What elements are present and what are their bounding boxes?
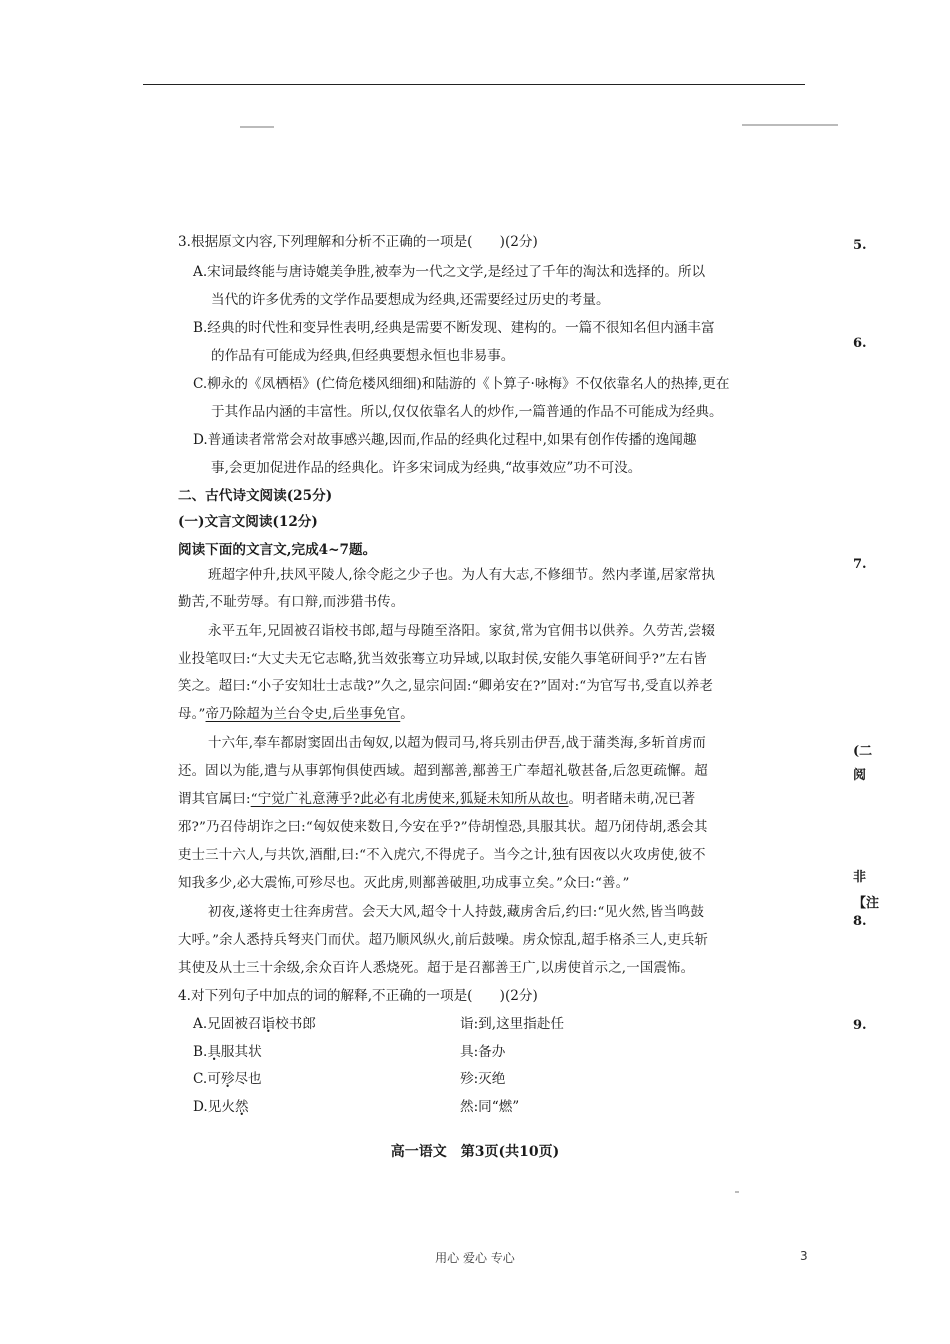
bottom-slogan: 用心 爱心 专心 [435, 1251, 515, 1265]
q4-option-d-sentence [193, 1095, 249, 1115]
subsection-heading: (一)文言文阅读(12分) [178, 514, 318, 530]
passage-line: 笑之。超曰:“小子安知壮士志哉?”久之,显宗问固:“卿弟安在?”固对:“为官写书,受直以养老 [178, 679, 714, 694]
scan-speck [742, 124, 838, 126]
q3-option-a-line1: A.宋词最终能与唐诗媲美争胜,被奉为一代之文学,是经过了千年的淘汰和选择的。所以 [193, 264, 706, 280]
dotted-word: 然 [234, 1099, 249, 1115]
passage-line: 大呼。”余人悉持兵弩夹门而伏。超乃顺风纵火,前后鼓噪。虏众惊乱,超手格杀三人,吏兵斩 [178, 933, 709, 948]
option-text: 校书郎 [275, 1016, 316, 1032]
q4-option-b-explanation: 具:备办 [460, 1044, 506, 1060]
passage-line [178, 790, 695, 810]
passage-line: 其使及从士三十余级,余众百许人悉烧死。超于是召鄯善王广,以虏使首示之,一国震怖。 [178, 961, 695, 976]
option-text: D.见火 [193, 1099, 235, 1115]
q4-option-c-explanation: 殄:灭绝 [460, 1071, 506, 1087]
q4-stem: 4.对下列句子中加点的词的解释,不正确的一项是( )(2分) [178, 988, 538, 1004]
dotted-word: 殄 [220, 1071, 235, 1087]
q3-option-b-line2: 的作品有可能成为经典,但经典要想永恒也非易事。 [211, 348, 515, 364]
passage-line: 十六年,奉车都尉窦固出击匈奴,以超为假司马,将兵别击伊吾,战于蒲类海,多斩首虏而 [208, 736, 706, 751]
q3-option-c-line1: C.柳永的《凤栖梧》(伫倚危楼风细细)和陆游的《卜算子·咏梅》不仅依靠名人的热捧,更在 [193, 376, 730, 392]
scan-speck [735, 1191, 739, 1193]
section-heading: 二、古代诗文阅读(25分) [178, 488, 333, 504]
margin-fragment: 7. [853, 557, 867, 572]
dotted-word: 具 [207, 1044, 221, 1060]
margin-fragment: 5. [853, 238, 867, 253]
page-number: 3 [800, 1249, 808, 1263]
q3-option-c-line2: 于其作品内涵的丰富性。所以,仅仅依靠名人的炒作,一篇普通的作品不可能成为经典。 [211, 404, 723, 420]
q4-option-c-sentence [193, 1067, 262, 1087]
q3-option-b-line1: B.经典的时代性和变异性表明,经典是需要不断发现、建构的。一篇不很知名但内涵丰富 [193, 320, 715, 336]
option-text: 服其状 [220, 1044, 262, 1060]
margin-fragment: 【注 [853, 896, 880, 911]
scan-speck [240, 126, 274, 128]
q4-option-d-explanation: 然:同“燃” [460, 1099, 520, 1115]
q4-option-b-sentence [193, 1040, 262, 1060]
option-text: 尽也 [234, 1071, 262, 1087]
passage-line: 永平五年,兄固被召诣校书郎,超与母随至洛阳。家贫,常为官佣书以供养。久劳苦,尝辍 [208, 624, 716, 639]
margin-fragment: (二 [853, 744, 873, 759]
margin-fragment: 非 [853, 870, 867, 885]
q3-option-d-line2: 事,会更加促进作品的经典化。许多宋词成为经典,“故事效应”功不可没。 [211, 460, 642, 476]
passage-line: 邪?”乃召侍胡诈之曰:“匈奴使来数日,今安在乎?”侍胡惶恐,具服其状。超乃闭侍胡,悉会其 [178, 820, 708, 835]
passage-line: 知我多少,必大震怖,可殄尽也。灭此虏,则鄯善破胆,功成事立矣。”众曰:“善。” [178, 876, 630, 891]
margin-fragment: 9. [853, 1018, 867, 1033]
underlined-sentence: 帝乃除超为兰台令史,后坐事免官 [205, 707, 401, 722]
passage-line [178, 705, 414, 725]
margin-fragment: 阅 [853, 768, 867, 783]
underlined-sentence: “宁觉广礼意薄乎?此必有北虏使来,狐疑未知所从故也 [250, 792, 569, 807]
q4-option-a-explanation: 诣:到,这里指赴任 [460, 1016, 565, 1032]
header-rule [143, 84, 805, 85]
q3-option-a-line2: 当代的许多优秀的文学作品要想成为经典,还需要经过历史的考量。 [211, 292, 610, 308]
passage-line: 业投笔叹曰:“大丈夫无它志略,犹当效张骞立功异域,以取封侯,安能久事笔研间乎?”左右皆 [178, 652, 707, 667]
passage-line: 吏士三十六人,与共饮,酒酣,曰:“不入虎穴,不得虎子。当今之计,独有因夜以火攻虏使,彼不 [178, 848, 706, 863]
margin-fragment: 6. [853, 336, 867, 351]
option-text: A.兄固被召 [193, 1016, 262, 1032]
passage-text: 母。” [178, 707, 206, 722]
passage-line: 初夜,遂将吏士往奔虏营。会天大风,超令十人持鼓,藏虏舍后,约曰:“见火然,皆当鸣鼓 [208, 905, 705, 920]
passage-text: 。明者睹未萌,况已著 [568, 792, 696, 807]
option-text: B. [193, 1044, 208, 1060]
exam-page-footer: 高一语文 第3页(共10页) [390, 1144, 560, 1160]
reading-instruction: 阅读下面的文言文,完成4~7题。 [178, 542, 377, 558]
q3-stem: 3.根据原文内容,下列理解和分析不正确的一项是( )(2分) [178, 234, 538, 250]
passage-text: 。 [400, 707, 414, 722]
dotted-word: 诣 [261, 1016, 276, 1032]
passage-line: 勤苦,不耻劳辱。有口辩,而涉猎书传。 [178, 595, 405, 610]
passage-line: 班超字仲升,扶风平陵人,徐令彪之少子也。为人有大志,不修细节。然内孝谨,居家常执 [208, 568, 716, 583]
q3-option-d-line1: D.普通读者常常会对故事感兴趣,因而,作品的经典化过程中,如果有创作传播的逸闻趣 [193, 432, 697, 448]
passage-text: 谓其官属曰: [178, 792, 251, 807]
margin-fragment: 8. [853, 914, 867, 929]
option-text: C.可 [193, 1071, 221, 1087]
passage-line: 还。固以为能,遣与从事郭恂俱使西域。超到鄯善,鄯善王广奉超礼敬甚备,后忽更疏懈。超 [178, 764, 708, 779]
q4-option-a-sentence [193, 1012, 316, 1032]
